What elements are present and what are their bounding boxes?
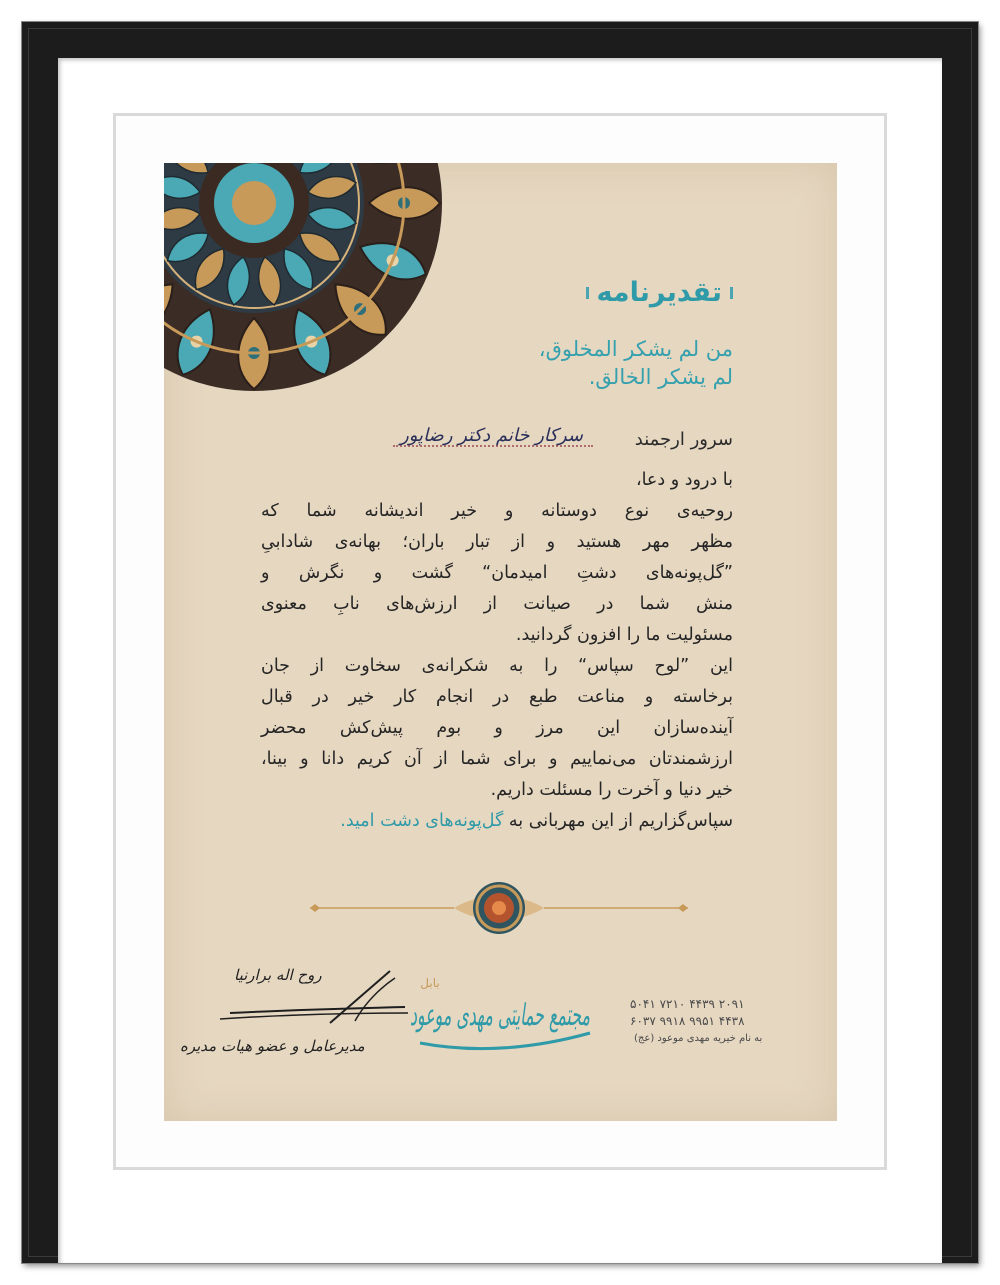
closing-prefix: سپاس‌گزاریم از این مهربانی به bbox=[508, 811, 733, 831]
certificate-title: تقدیرنامه bbox=[596, 277, 722, 308]
title-bar-left bbox=[586, 287, 589, 299]
body-line: ارزشمندتان می‌نماییم و برای شما از آن کریم دانا و بینا، bbox=[261, 749, 733, 769]
salutation-label: سرور ارجمند bbox=[634, 429, 733, 450]
mandala-ornament-icon bbox=[164, 163, 444, 393]
certificate-body bbox=[261, 465, 733, 837]
closing-line bbox=[261, 806, 733, 837]
body-line: آینده‌سازان این مرز و بوم پیش‌کش محضر bbox=[261, 718, 733, 738]
signatory-title: مدیرعامل و عضو هیات مدیره bbox=[180, 1037, 365, 1055]
salutation-row bbox=[193, 425, 733, 455]
organization-logo-icon bbox=[400, 963, 600, 1073]
arabic-quote bbox=[539, 335, 733, 391]
body-line: مظهر مهر هستید و از تبار باران؛ بهانه‌ی شادابیِ bbox=[261, 532, 733, 552]
quote-line-2: لم يشكر الخالق. bbox=[588, 365, 733, 389]
body-line: خیر دنیا و آخرت را مسئلت داریم. bbox=[490, 780, 733, 800]
body-line: با درود و دعا، bbox=[635, 470, 733, 490]
logo-city: بابل bbox=[420, 976, 440, 990]
certificate-title-row bbox=[586, 277, 733, 308]
body-line: برخاسته و مناعت طبع در انجام کار خیر در قبال bbox=[261, 687, 733, 707]
phone-line-2: ۶۰۳۷ ۹۹۱۸ ۹۹۵۱ ۴۴۳۸ bbox=[630, 1014, 745, 1028]
quote-line-1: من لم يشكر المخلوق، bbox=[538, 337, 733, 361]
body-line: روحیه‌ی نوع دوستانه و خیر اندیشانه شما که bbox=[261, 501, 733, 521]
body-line: این ”لوح سپاس“ را به شکرانه‌ی سخاوت از جان bbox=[261, 656, 733, 676]
signatory-name: روح اله برارنیا bbox=[234, 966, 322, 984]
recipient-name: سرکار خانم دکتر رضاپور bbox=[400, 425, 583, 446]
closing-accent: گل‌پونه‌های دشت امید. bbox=[340, 811, 504, 831]
phone-numbers bbox=[620, 996, 755, 1030]
phone-line-1: ۵۰۴۱ ۷۲۱۰ ۴۴۳۹ ۲۰۹۱ bbox=[630, 997, 745, 1011]
title-bar-right bbox=[730, 287, 733, 299]
certificate-paper bbox=[164, 163, 837, 1121]
divider-ornament-icon bbox=[304, 873, 694, 943]
body-line: ”گل‌پونه‌های دشتِ امیدمان“ گشت و نگرش و bbox=[261, 563, 733, 583]
body-line: مسئولیت ما را افزون گردانید. bbox=[515, 625, 733, 645]
logo-text: مجتمع حمایتی مهدی موعود bbox=[410, 998, 590, 1033]
organization-slogan: به نام خیریه مهدی موعود (عج) bbox=[634, 1033, 763, 1044]
body-line: منش شما در صیانت از ارزش‌های نابِ معنوی bbox=[261, 594, 733, 614]
